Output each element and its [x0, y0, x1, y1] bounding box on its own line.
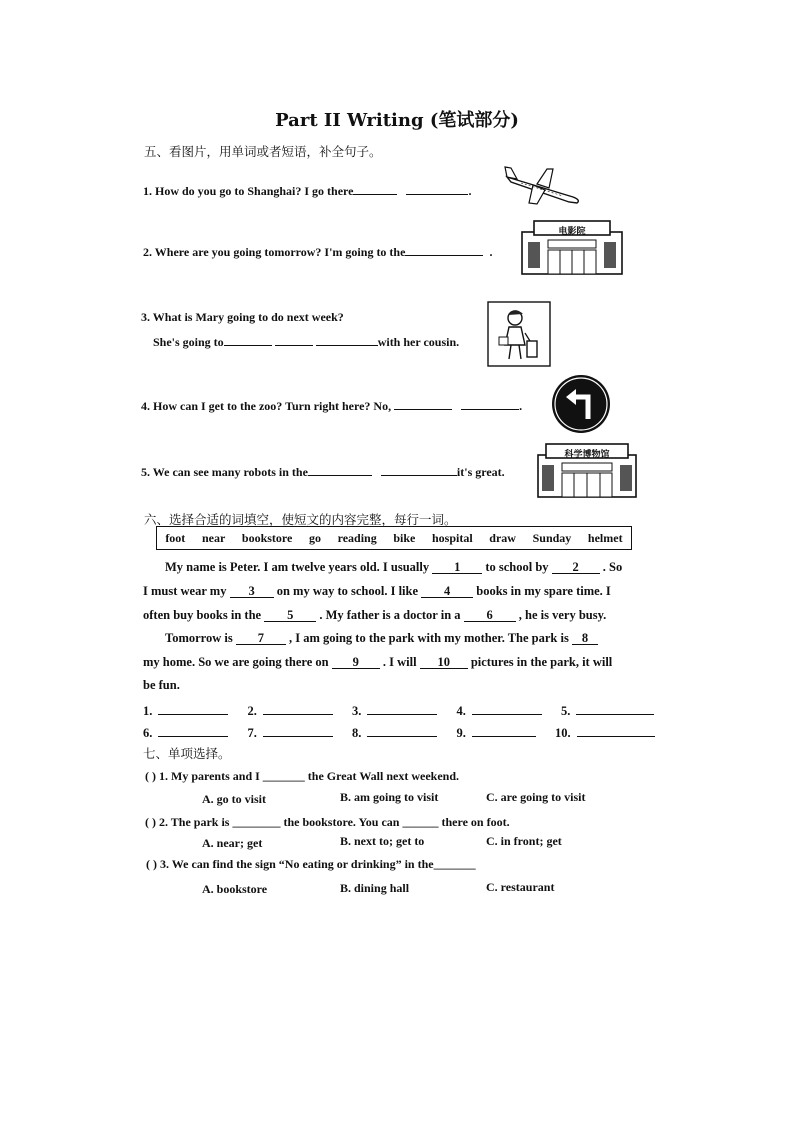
- choice-option-2c[interactable]: C. in front; get: [486, 834, 562, 848]
- turn-left-sign-icon: [550, 373, 612, 435]
- answer-label: 1.: [143, 704, 153, 718]
- passage-blank: 7: [236, 631, 286, 645]
- answer-line[interactable]: [263, 723, 333, 737]
- choice-question-1: [145, 769, 459, 784]
- choice-option-1a[interactable]: A. go to visit: [202, 792, 266, 806]
- passage-text: , I am going to the park with my mother. The park is: [288, 631, 569, 645]
- fill-question-3-line2: [153, 332, 459, 350]
- fill-question-1: [143, 181, 471, 199]
- word-bank-item: bookstore: [241, 530, 293, 545]
- answer-label: 9.: [456, 726, 466, 740]
- passage-blank: 10: [420, 655, 468, 669]
- word-bank-item: hospital: [431, 530, 473, 545]
- choice-option-3c[interactable]: C. restaurant: [486, 880, 555, 894]
- choice-option-1b[interactable]: B. am going to visit: [340, 790, 439, 804]
- question-end: it's great.: [456, 465, 505, 479]
- answer-label: 4.: [456, 704, 466, 718]
- answer-label: 6.: [143, 726, 153, 740]
- section-five-heading: 五、看图片，用单词或者短语，补全句子。: [144, 144, 382, 159]
- passage-blank: 8: [572, 631, 598, 645]
- answer-blank[interactable]: [275, 332, 313, 346]
- word-bank-item: foot: [165, 530, 186, 545]
- passage-line-4: [165, 631, 598, 646]
- question-end: .: [468, 184, 472, 198]
- answer-line[interactable]: [263, 701, 333, 715]
- page-title: Part II Writing (笔试部分): [275, 110, 519, 131]
- answer-blank[interactable]: [381, 462, 457, 476]
- fill-question-3: 3. What is Mary going to do next week?: [141, 310, 344, 324]
- answer-blank[interactable]: [405, 242, 483, 256]
- answer-blank[interactable]: [461, 396, 519, 410]
- passage-line-2: [143, 584, 611, 599]
- answer-line[interactable]: [576, 701, 654, 715]
- answer-row-2: [143, 723, 655, 741]
- answer-label: 10.: [555, 726, 571, 740]
- cinema-sign: 电影院: [558, 227, 586, 237]
- passage-text: books in my spare time. I: [476, 584, 611, 598]
- passage-line-6: be fun.: [143, 678, 180, 692]
- word-bank-item: reading: [337, 530, 377, 545]
- passage-text: my home. So we are going there on: [143, 655, 329, 669]
- answer-blank[interactable]: [308, 462, 372, 476]
- word-bank-item: draw: [489, 530, 516, 545]
- answer-blank[interactable]: [406, 181, 468, 195]
- answer-parentheses[interactable]: ( ): [146, 857, 157, 871]
- answer-line[interactable]: [472, 701, 542, 715]
- airplane-icon: [503, 163, 583, 209]
- passage-text: to school by: [485, 560, 549, 574]
- answer-line[interactable]: [472, 723, 536, 737]
- choice-question-2: [145, 815, 510, 830]
- passage-text: , he is very busy.: [518, 608, 607, 622]
- answer-label: 2.: [247, 704, 257, 718]
- answer-label: 8.: [352, 726, 362, 740]
- passage-text: on my way to school. I like: [276, 584, 419, 598]
- passage-text: . So: [602, 560, 623, 574]
- passage-blank: 1: [432, 560, 482, 574]
- question-end: .: [519, 399, 523, 413]
- fill-question-2: [143, 242, 492, 260]
- answer-parentheses[interactable]: ( ): [145, 769, 156, 783]
- passage-line-1: [165, 560, 622, 575]
- question-text: 2. Where are you going tomorrow? I'm going to the: [143, 245, 406, 259]
- question-text: 4. How can I get to the zoo? Turn right here? No,: [141, 399, 392, 413]
- girl-travel-icon: [487, 301, 551, 367]
- question-end: with her cousin.: [377, 335, 460, 349]
- word-bank-item: helmet: [587, 530, 623, 545]
- passage-blank: 5: [264, 608, 316, 622]
- passage-line-3: [143, 608, 606, 623]
- passage-text: pictures in the park, it will: [470, 655, 613, 669]
- answer-line[interactable]: [367, 701, 437, 715]
- question-text: She's going to: [153, 335, 224, 349]
- question-text: 5. We can see many robots in the: [141, 465, 308, 479]
- answer-parentheses[interactable]: ( ): [145, 815, 156, 829]
- choice-option-3a[interactable]: A. bookstore: [202, 882, 268, 896]
- word-bank-item: bike: [393, 530, 416, 545]
- passage-blank: 9: [332, 655, 380, 669]
- answer-blank[interactable]: [353, 181, 397, 195]
- passage-blank: 6: [464, 608, 516, 622]
- answer-line[interactable]: [367, 723, 437, 737]
- choice-question-3: [146, 857, 476, 872]
- passage-text: I must wear my: [143, 584, 227, 598]
- word-bank-item: go: [308, 530, 321, 545]
- passage-blank: 4: [421, 584, 473, 598]
- answer-line[interactable]: [577, 723, 655, 737]
- answer-label: 3.: [352, 704, 362, 718]
- answer-label: 7.: [247, 726, 257, 740]
- answer-blank[interactable]: [394, 396, 452, 410]
- choice-option-3b[interactable]: B. dining hall: [340, 881, 410, 895]
- question-end: .: [489, 245, 493, 259]
- choice-stem: 3. We can find the sign “No eating or drinking” in the_______: [160, 857, 476, 871]
- answer-row-1: [143, 701, 654, 719]
- fill-question-4: [141, 396, 522, 414]
- question-text: 1. How do you go to Shanghai? I go there: [143, 184, 354, 198]
- passage-blank: 2: [552, 560, 600, 574]
- answer-line[interactable]: [158, 701, 228, 715]
- museum-sign: 科学博物馆: [564, 450, 610, 460]
- passage-blank: 3: [230, 584, 274, 598]
- passage-text: . My father is a doctor in a: [319, 608, 461, 622]
- answer-label: 5.: [561, 704, 571, 718]
- choice-stem: 1. My parents and I _______ the Great Wall next weekend.: [159, 769, 460, 783]
- passage-text: . I will: [382, 655, 417, 669]
- answer-blank[interactable]: [224, 332, 272, 346]
- choice-option-2b[interactable]: B. next to; get to: [340, 834, 425, 848]
- passage-text: often buy books in the: [143, 608, 262, 622]
- word-bank-item: Sunday: [532, 530, 572, 545]
- answer-line[interactable]: [158, 723, 228, 737]
- section-seven-heading: 七、单项选择。: [143, 746, 231, 761]
- word-bank-item: near: [201, 530, 226, 545]
- section-six-heading: 六、选择合适的词填空，使短文的内容完整，每行一词。: [144, 512, 457, 527]
- passage-text: Tomorrow is: [165, 631, 233, 645]
- choice-stem: 2. The park is ________ the bookstore. You can ______ there on foot.: [159, 815, 510, 829]
- choice-option-2a[interactable]: A. near; get: [202, 836, 263, 850]
- passage-text: My name is Peter. I am twelve years old. I usually: [165, 560, 430, 574]
- choice-option-1c[interactable]: C. are going to visit: [486, 790, 586, 804]
- passage-line-5: [143, 655, 612, 670]
- fill-question-5: [141, 462, 505, 480]
- answer-blank[interactable]: [316, 332, 378, 346]
- word-bank-box: [156, 526, 632, 550]
